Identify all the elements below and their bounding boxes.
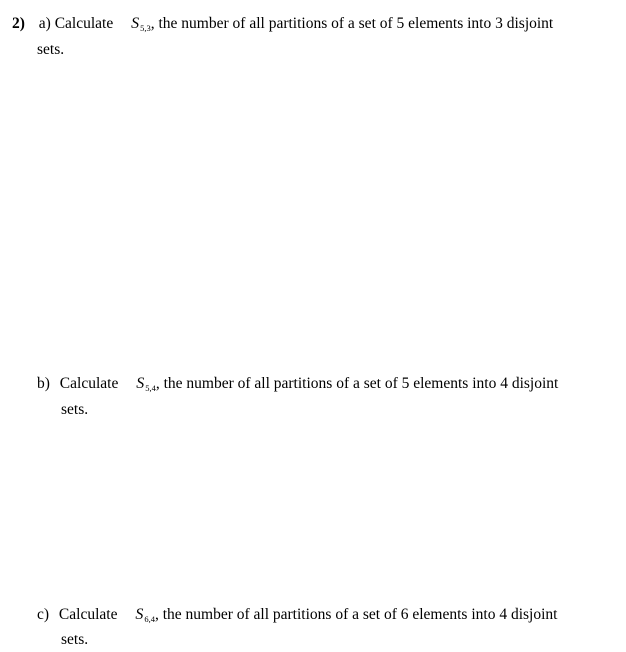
question-number: 2) [12,15,25,32]
part-a-line-1 [12,14,553,35]
part-a-text: , the number of all partitions of a set of 5 elements into 3 disjoint [150,15,554,32]
part-c-line-1 [37,605,557,626]
part-a-verb: Calculate [54,15,114,32]
part-a-label: a) [38,15,51,32]
part-b-verb: Calculate [59,375,119,392]
part-b-symbol: S5,4 [136,375,156,393]
part-c-symbol: S6,4 [135,606,155,624]
part-c-label: c) [37,606,50,623]
part-b-subscript: 5,4 [145,383,156,393]
part-a-line-2: sets. [37,41,65,58]
part-b-label: b) [37,375,50,392]
part-c-verb: Calculate [58,606,118,623]
part-b-line-2: sets. [61,401,89,418]
part-b-line-1 [37,374,558,395]
part-c-text: , the number of all partitions of a set of 6 elements into 4 disjoint [154,606,558,623]
part-c-line-2: sets. [61,631,89,648]
part-a-subscript: 5,3 [140,23,151,33]
part-a-symbol: S5,3 [131,15,151,33]
part-c-subscript: 6,4 [144,614,155,624]
part-b-text: , the number of all partitions of a set of 5 elements into 4 disjoint [155,375,559,392]
